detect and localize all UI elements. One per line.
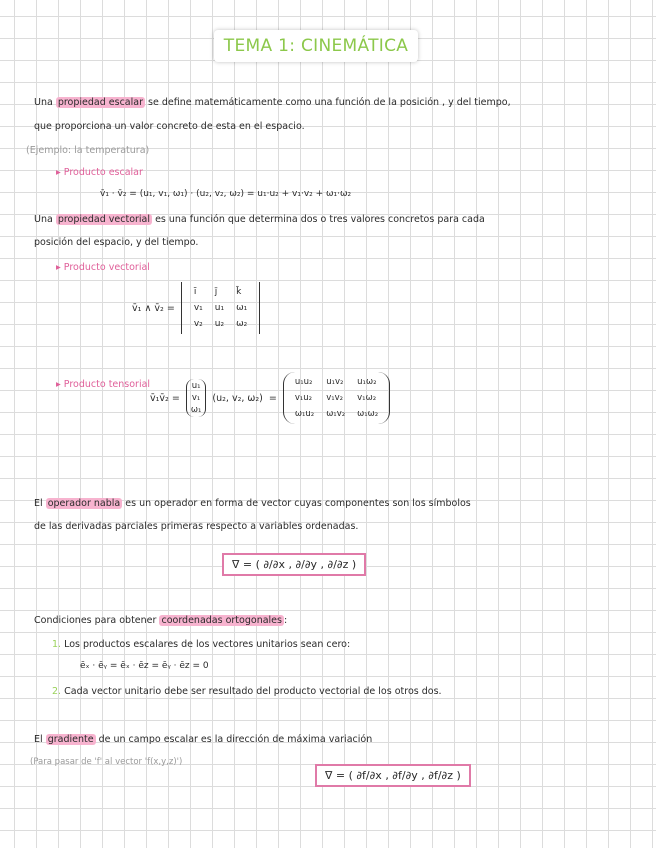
page-title: TEMA 1: CINEMÁTICA [214,30,418,62]
ortho-item2-text: Cada vector unitario debe ser resultado del producto vectorial de los otros dos. [64,686,442,697]
scalar-term-highlight: propiedad escalar [57,97,143,108]
nabla-line-1 [34,497,471,510]
det-cell: ω₁ [236,303,248,313]
scalar-line1-rest: se define matemáticamente como una función de la posición , y del tiempo, [148,97,511,108]
nabla-pre: El [34,498,43,509]
tensor-lhs: v̄₁v̄₂ = [150,392,180,404]
matrix-cell: u₁ω₂ [357,377,377,387]
gradient-formula-box: ∇ = ( ∂f/∂x , ∂f/∂y , ∂f/∂z ) [315,764,471,787]
vector-line1-rest: es una función que determina dos o tres valores concretos para cada [155,214,485,225]
nabla-line1-rest: es un operador en forma de vector cuyas componentes son los símbolos [125,498,471,509]
tensor-eq: = [268,392,277,404]
scalar-line-1 [34,96,511,109]
gradient-note: (Para pasar de 'f' al vector 'f(x,y,z)') [30,757,183,767]
ortho-item-1 [52,638,350,651]
matrix-cell: ω₁ω₂ [357,409,379,419]
col-entry: v₁ [191,393,201,403]
matrix-cell: ω₁u₂ [294,409,315,419]
vector-product-label: ▸ Producto vectorial [56,262,150,273]
det-cell: ω₂ [236,319,248,329]
matrix-cell: u₁u₂ [294,377,313,387]
scalar-product-formula: v̄₁ · v̄₂ = (u₁, v₁, ω₁) · (u₂, v₂, ω₂) = u₁·u₂ + v₁·v₂ + ω₁·ω₂ [100,189,352,199]
scalar-pre: Una [34,97,53,108]
tensor-matrix [283,372,390,424]
matrix-cell: v₁u₂ [294,393,313,403]
ortho-line [34,614,287,627]
tensor-product-label: ▸ Producto tensorial [56,379,151,390]
vector-line-1 [34,213,485,226]
nabla-term-highlight: operador nabla [47,498,121,509]
gradient-pre: El [34,734,43,745]
det-cell: u₁ [214,303,225,313]
cross-product-formula [132,282,260,334]
col-entry: ω₁ [190,405,202,415]
ortho-item1-text: Los productos escalares de los vectores unitarios sean cero: [64,639,351,650]
tensor-row-vector: (u₂, v₂, ω₂) [212,392,263,404]
ortho-term-highlight: coordenadas ortogonales [161,615,282,626]
scalar-line-2: que proporciona un valor concreto de esta en el espacio. [34,121,305,132]
tensor-product-formula [150,372,390,424]
ortho-post: : [283,615,288,626]
vector-term-highlight: propiedad vectorial [57,214,151,225]
col-entry: u₁ [191,381,201,391]
gradient-line [34,733,372,746]
vector-pre: Una [34,214,53,225]
det-cell: u₂ [214,319,225,329]
matrix-cell: u₁v₂ [326,377,344,387]
matrix-cell: v₁ω₂ [357,393,377,403]
nabla-formula-box: ∇ = ( ∂/∂x , ∂/∂y , ∂/∂z ) [222,553,366,576]
det-cell: v₂ [193,319,203,329]
matrix-cell: v₁v₂ [326,393,344,403]
ortho-pre: Condiciones para obtener [34,615,157,626]
scalar-product-label: ▸ Producto escalar [56,167,143,178]
matrix-cell: ω₁v₂ [326,409,346,419]
det-cell: ī [193,287,197,297]
cross-determinant [181,282,260,334]
gradient-term-highlight: gradiente [47,734,94,745]
vector-line-2: posición del espacio, y del tiempo. [34,237,199,248]
tensor-column-vector [186,379,207,417]
cross-lhs: v̄₁ ∧ v̄₂ = [132,302,175,314]
det-cell: v₁ [193,303,203,313]
scalar-example: (Ejemplo: la temperatura) [26,145,150,156]
gradient-rest: de un campo escalar es la dirección de máxima variación [98,734,373,745]
ortho-item1-formula: ēₓ · ēᵧ = ēₓ · ēz = ēᵧ · ēz = 0 [80,661,209,671]
ortho-item1-num: 1. [52,639,62,650]
ortho-item-2 [52,685,442,698]
det-cell: k̄ [236,287,242,297]
nabla-line-2: de las derivadas parciales primeras respecto a variables ordenadas. [34,521,359,532]
det-cell: j̄ [214,287,218,297]
ortho-item2-num: 2. [52,686,62,697]
